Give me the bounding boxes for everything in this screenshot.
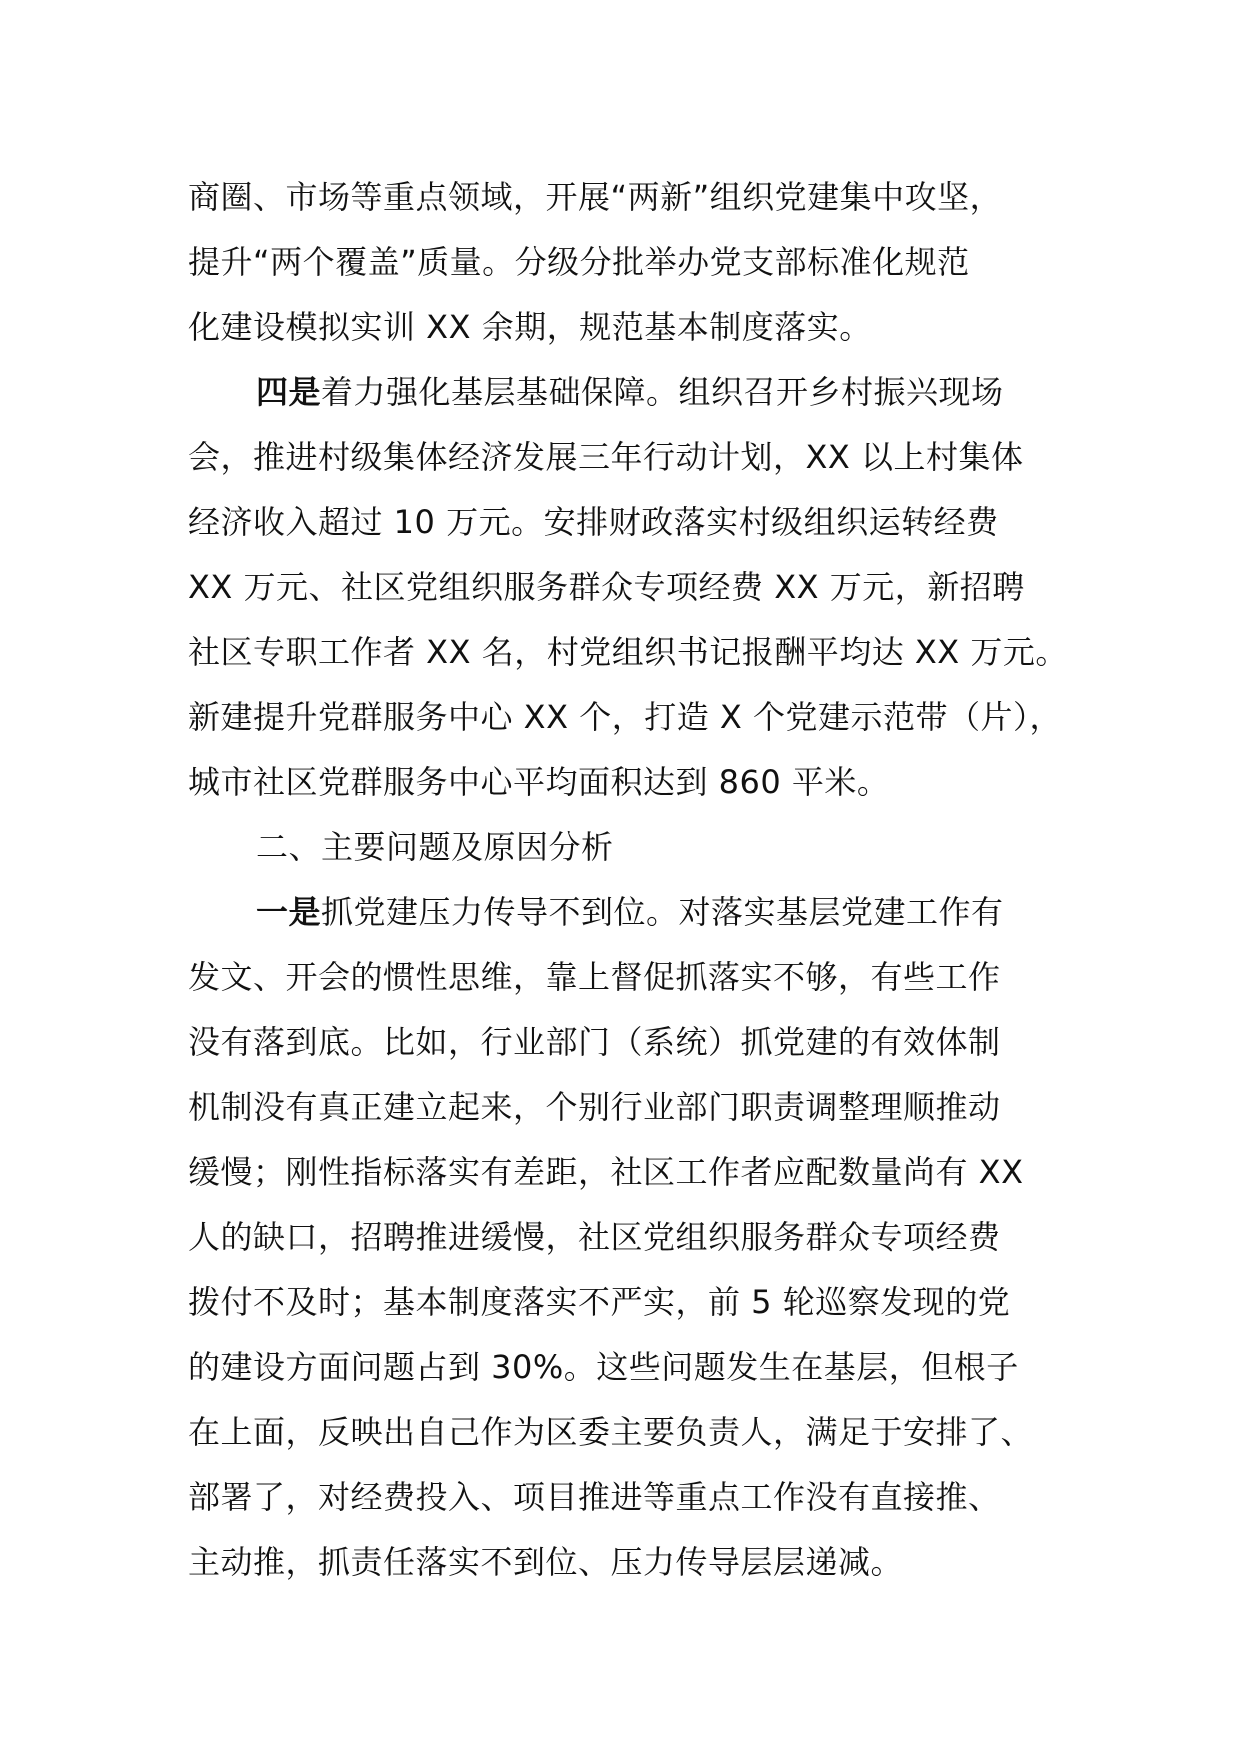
line-lead: 四是 (256, 373, 322, 411)
line-text: 商圈、市场等重点领域，开展“两新”组织党建集中攻坚， (188, 178, 1003, 216)
line-text: 的建设方面问题占到 30%。这些问题发生在基层，但根子 (188, 1348, 1019, 1386)
line-text: XX 万元、社区党组织服务群众专项经费 XX 万元，新招聘 (188, 568, 1025, 606)
line-text: 人的缺口，招聘推进缓慢，社区党组织服务群众专项经费 (188, 1218, 1001, 1256)
text-line (188, 295, 1088, 360)
line-text: 化建设模拟实训 XX 余期，规范基本制度落实。 (188, 308, 872, 346)
text-line (188, 1140, 1088, 1205)
text-line (188, 1010, 1088, 1075)
line-text: 机制没有真正建立起来，个别行业部门职责调整理顺推动 (188, 1088, 1001, 1126)
text-line (188, 490, 1088, 555)
text-line (188, 1270, 1088, 1335)
text-line (188, 1465, 1088, 1530)
line-text: 社区专职工作者 XX 名，村党组织书记报酬平均达 XX 万元。 (188, 633, 1068, 671)
line-text: 提升“两个覆盖”质量。分级分批举办党支部标准化规范 (188, 243, 970, 281)
text-line (188, 750, 1088, 815)
line-lead: 一是 (256, 893, 322, 931)
text-line (188, 1205, 1088, 1270)
text-line (188, 425, 1088, 490)
line-text: 城市社区党群服务中心平均面积达到 860 平米。 (188, 763, 890, 801)
line-text: 会，推进村级集体经济发展三年行动计划，XX 以上村集体 (188, 438, 1024, 476)
text-line (188, 555, 1088, 620)
text-line (188, 360, 1088, 425)
text-line (188, 1400, 1088, 1465)
line-text: 没有落到底。比如，行业部门（系统）抓党建的有效体制 (188, 1023, 1001, 1061)
text-line (188, 620, 1088, 685)
line-text: 部署了，对经费投入、项目推进等重点工作没有直接推、 (188, 1478, 1001, 1516)
line-text: 新建提升党群服务中心 XX 个，打造 X 个党建示范带（片）， (188, 698, 1062, 736)
line-text: 发文、开会的惯性思维，靠上督促抓落实不够，有些工作 (188, 958, 1001, 996)
text-line (188, 685, 1088, 750)
line-text: 主动推，抓责任落实不到位、压力传导层层递减。 (188, 1543, 904, 1581)
text-line (188, 230, 1088, 295)
text-line (188, 165, 1088, 230)
line-text: 缓慢；刚性指标落实有差距，社区工作者应配数量尚有 XX (188, 1153, 1024, 1191)
text-line (188, 1530, 1088, 1595)
text-line (188, 1075, 1088, 1140)
line-text: 抓党建压力传导不到位。对落实基层党建工作有 (321, 893, 1004, 931)
line-text: 二、主要问题及原因分析 (256, 828, 614, 866)
section-heading (188, 815, 1088, 880)
document-body (188, 165, 1088, 1595)
line-text: 在上面，反映出自己作为区委主要负责人，满足于安排了、 (188, 1413, 1034, 1451)
text-line (188, 945, 1088, 1010)
text-line (188, 1335, 1088, 1400)
line-text: 经济收入超过 10 万元。安排财政落实村级组织运转经费 (188, 503, 999, 541)
line-text: 着力强化基层基础保障。组织召开乡村振兴现场 (321, 373, 1004, 411)
text-line (188, 880, 1088, 945)
line-text: 拨付不及时；基本制度落实不严实，前 5 轮巡察发现的党 (188, 1283, 1011, 1321)
